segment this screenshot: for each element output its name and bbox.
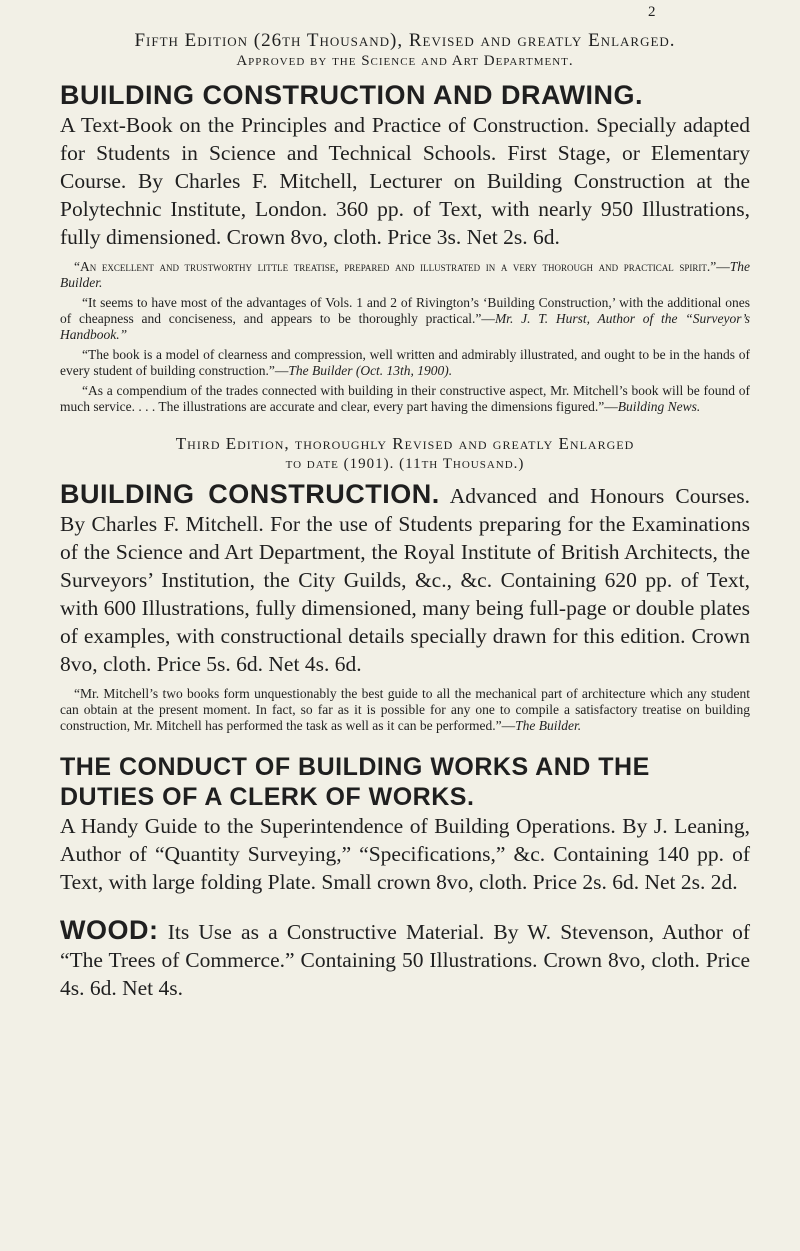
book-entry-building-construction [60, 433, 750, 734]
spacer [60, 896, 750, 914]
edition-note: Third Edition, thoroughly Revised and greatly Enlarged [175, 434, 635, 453]
catalogue-page [60, 0, 750, 1002]
book-description: A Text-Book on the Principles and Practice of Construction. Specially adapted for Students in Science and Technical Schools. First Stage, or Elementary Course. By Charles F. Mitchell, Lecturer on Building Construction at the Polytechnic Institute, London. 360 pp. of Text, with nearly 950 Illustrations, fully dimensioned. Crown 8vo, cloth. Price 3s. Net 2s. 6d. [60, 113, 750, 249]
book-title: BUILDING CONSTRUCTION AND DRAWING. [60, 80, 643, 110]
page-number: 2 [648, 4, 656, 20]
book-entry-conduct-of-building-works [60, 752, 750, 896]
book-description: A Handy Guide to the Superintendence of Building Operations. By J. Leaning, Author of “Quantity Surveying,” “Specifications,” &c. Containing 140 pp. of Text, with large folding Plate. Small crown 8vo, cloth. Price 2s. 6d. Net 2s. 2d. [60, 814, 750, 894]
spacer [60, 734, 750, 752]
book-description: Advanced and Honours Courses. By Charles F. Mitchell. For the use of Students preparing for the Examinations of the Science and Art Department, the Royal Institute of British Architects, the Surveyors’ Institution, the City Guilds, &c., &c. Containing 620 pp. of Text, with 600 Illustrations, fully dimensioned, many being full-page or double plates of examples, with constructional details specially drawn for this edition. Crown 8vo, cloth. Price 5s. 6d. Net 4s. 6d. [60, 484, 750, 676]
review-source: Mr. J. T. Hurst, Author of the “Surveyor’s Handbook.” [60, 311, 751, 342]
review-text: “Mr. Mitchell’s two books form unquestionably the best guide to all the mechanical part of architecture which any student can obtain at the present moment. In fact, so far as it is possible for any one to compile a satisfactory treatise on building construction, Mr. Mitchell has performed the task as well as it can be performed.”— [60, 686, 750, 733]
review-source: The Builder (Oct. 13th, 1900). [288, 363, 453, 378]
book-entry-building-construction-and-drawing [60, 30, 750, 415]
review-quote [60, 347, 750, 379]
review-text: “As a compendium of the trades connected with building in their constructive aspect, Mr. Mitchell’s book will be found of much service. . . . The illustrations are accurate and clear, every part having the dimensions figured.”— [60, 383, 750, 414]
book-entry-wood [60, 914, 750, 1002]
approval-note: Approved by the Science and Art Department. [236, 53, 574, 69]
review-source: Building News. [617, 399, 701, 414]
edition-note: Fifth Edition (26th Thousand), Revised and greatly Enlarged. [134, 30, 676, 51]
review-text: “An excellent and trustworthy little treatise, prepared and illustrated in a very thorough and practical spirit.”— [74, 259, 730, 274]
book-title: WOOD: [60, 915, 159, 945]
review-source: The Builder. [515, 718, 582, 733]
review-text: “It seems to have most of the advantages of Vols. 1 and 2 of Rivington’s ‘Building Construction,’ with the additional ones of cheapness and conciseness, and appears to be thoroughly practical.”— [60, 295, 750, 326]
book-description: Its Use as a Constructive Material. By W. Stevenson, Author of “The Trees of Commerce.” Containing 50 Illustrations. Crown 8vo, cloth. Price 4s. 6d. Net 4s. [60, 920, 751, 1000]
spacer [60, 415, 750, 433]
book-entry-text [60, 914, 750, 1002]
review-source: The Builder. [60, 259, 750, 290]
book-title: THE CONDUCT OF BUILDING WORKS AND THE DUTIES OF A CLERK OF WORKS. [60, 753, 650, 811]
book-entry-text [60, 478, 750, 678]
edition-date-note: to date (1901). (11th Thousand.) [285, 456, 525, 472]
review-quote [60, 259, 750, 291]
review-quote [60, 383, 750, 415]
book-title: BUILDING CONSTRUCTION. [60, 479, 440, 509]
review-text: “The book is a model of clearness and compression, well written and admirably illustrated, and ought to be in the hands of every student of building construction.”— [60, 347, 750, 378]
review-quote [60, 686, 750, 734]
review-quote [60, 295, 750, 343]
